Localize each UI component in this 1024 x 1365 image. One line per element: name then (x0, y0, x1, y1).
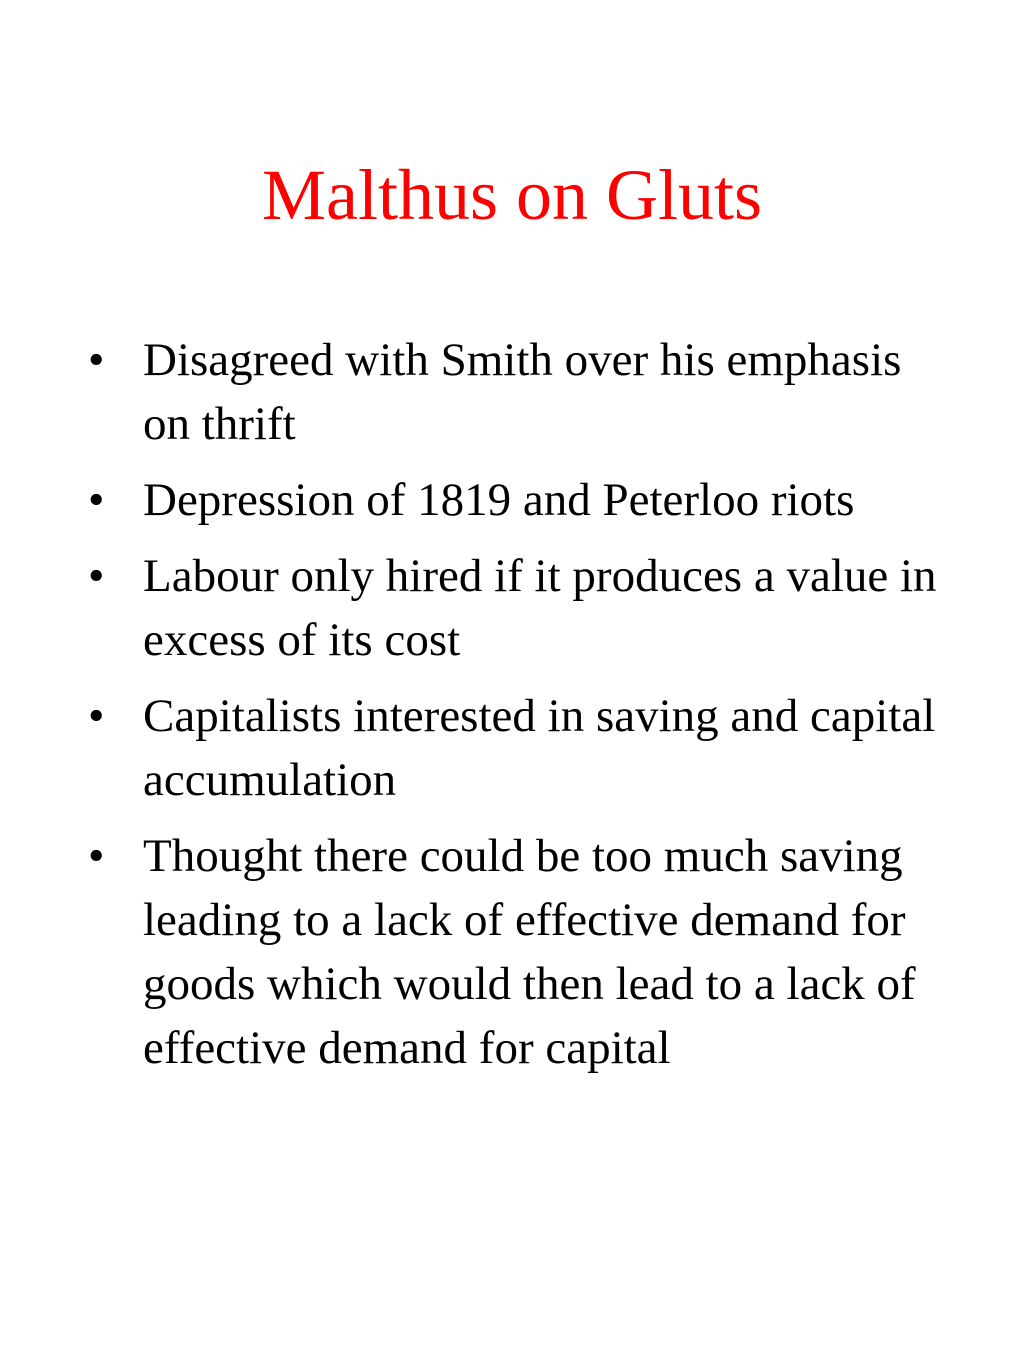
bullet-item (88, 684, 948, 812)
bullet-text: Capitalists interested in saving and capital accumulation (143, 690, 936, 806)
bullet-item (88, 544, 948, 672)
bullet-list (88, 328, 948, 1092)
bullet-item (88, 468, 948, 532)
bullet-text: Disagreed with Smith over his emphasis on thrift (143, 334, 902, 450)
bullet-item (88, 824, 948, 1080)
slide-title: Malthus on Gluts (261, 155, 763, 235)
bullet-text: Thought there could be too much saving leading to a lack of effective demand for goods which would then lead to a lack of effective demand for capital (143, 830, 916, 1074)
bullet-item (88, 328, 948, 456)
bullet-marker: • (88, 474, 105, 526)
bullet-marker: • (88, 550, 105, 602)
bullet-text: Labour only hired if it produces a value in excess of its cost (143, 550, 937, 666)
bullet-marker: • (88, 830, 105, 882)
bullet-marker: • (88, 334, 105, 386)
bullet-marker: • (88, 690, 105, 742)
bullet-text: Depression of 1819 and Peterloo riots (143, 474, 855, 526)
